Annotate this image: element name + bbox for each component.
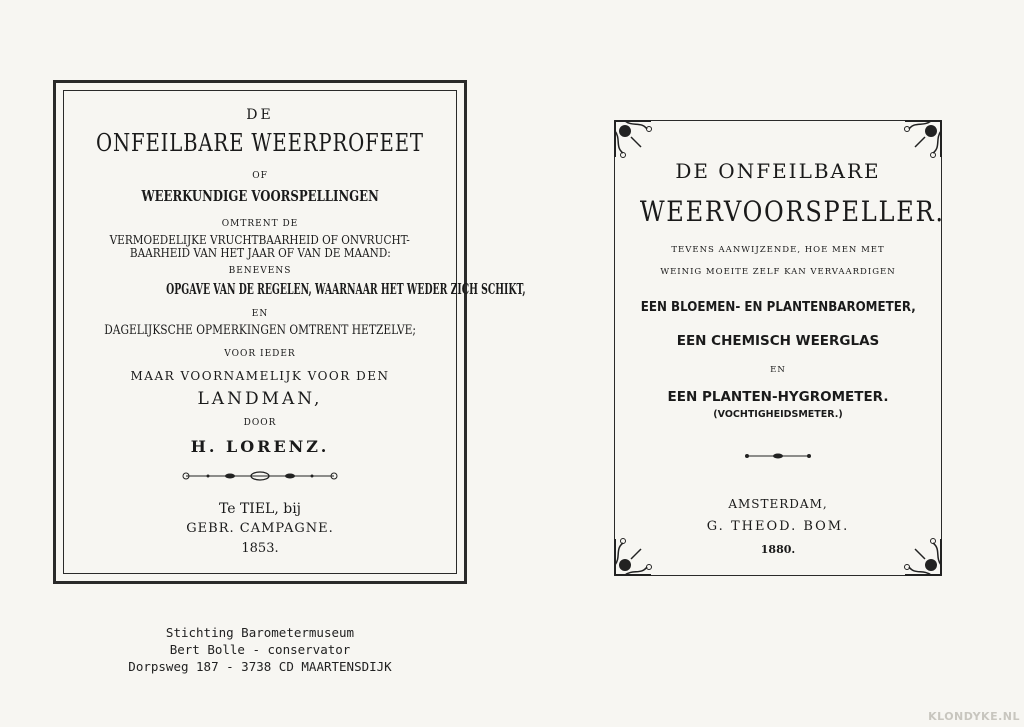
corner-ornament-icon [899, 533, 945, 579]
stamp-line-address: Dorpsweg 187 - 3738 CD MAARTENSDIJK [128, 659, 392, 674]
left-line-voor-ieder: VOOR IEDER [224, 349, 296, 359]
stamp-line-conservator: Bert Bolle - conservator [169, 642, 351, 657]
left-line-en: EN [251, 309, 269, 319]
left-line-door: DOOR [243, 418, 277, 428]
left-line-landman: LANDMAN, [197, 389, 323, 409]
right-line-weerglas: EEN CHEMISCH WEERGLAS [676, 333, 880, 349]
museum-stamp [120, 624, 400, 675]
corner-ornament-icon [611, 533, 657, 579]
corner-ornament-icon [899, 117, 945, 163]
right-line-hygrometer: EEN PLANTEN-HYGROMETER. [667, 389, 889, 405]
ornament-icon [743, 451, 813, 461]
left-publisher: GEBR. CAMPAGNE. [186, 521, 334, 536]
right-line-bloemen: EEN BLOEMEN- EN PLANTENBAROMETER, [640, 299, 916, 315]
left-line-de: DE [246, 107, 274, 123]
left-line-vermoedelijke: VERMOEDELIJKE VRUCHTBAARHEID OF ONVRUCHT- [109, 232, 411, 247]
left-line-benevens: BENEVENS [228, 266, 292, 276]
right-ornament-rule [615, 451, 941, 461]
left-title-page [53, 80, 526, 584]
left-author: H. LORENZ. [190, 437, 330, 456]
left-line-omtrent: OMTRENT DE [221, 219, 299, 229]
watermark: KLONDYKE.NL [928, 710, 1020, 723]
left-line-dagelijksche: DAGELIJKSCHE OPMERKINGEN OMTRENT HETZELVE; [104, 323, 416, 338]
ornament-icon [180, 469, 340, 483]
left-subtitle: WEERKUNDIGE VOORSPELLINGEN [141, 187, 379, 205]
right-line-de-onfeilbare: DE ONFEILBARE [675, 159, 881, 183]
left-line-opgave: OPGAVE VAN DE REGELEN, WAARNAAR HET WEDER ZICH SCHIKT, [166, 280, 526, 298]
right-title-page [614, 120, 945, 576]
left-line-maar: MAAR VOORNAMELIJK VOOR DEN [130, 369, 390, 383]
right-publisher: G. THEOD. BOM. [706, 519, 850, 534]
right-line-en: EN [770, 365, 786, 375]
left-ornament-rule [56, 469, 464, 483]
left-line-baarheid: BAARHEID VAN HET JAAR OF VAN DE MAAND: [129, 245, 391, 260]
stamp-line-museum: Stichting Barometermuseum [165, 625, 355, 640]
right-line-weinig: WEINIG MOEITE ZELF KAN VERVAARDIGEN [660, 267, 896, 277]
corner-ornament-icon [611, 117, 657, 163]
right-year: 1880. [760, 543, 796, 556]
left-line-of: OF [252, 171, 268, 181]
right-line-tevens: TEVENS AANWIJZENDE, HOE MEN MET [671, 245, 885, 255]
left-year: 1853. [241, 541, 279, 556]
right-main-title: WEERVOORSPELLER. [639, 195, 945, 228]
left-main-title: ONFEILBARE WEERPROFEET [96, 129, 424, 157]
right-line-vochtigheidsmeter: (VOCHTIGHEIDSMETER.) [713, 409, 843, 420]
left-place: Te TIEL, bij [218, 501, 302, 517]
right-place: AMSTERDAM, [728, 497, 828, 511]
